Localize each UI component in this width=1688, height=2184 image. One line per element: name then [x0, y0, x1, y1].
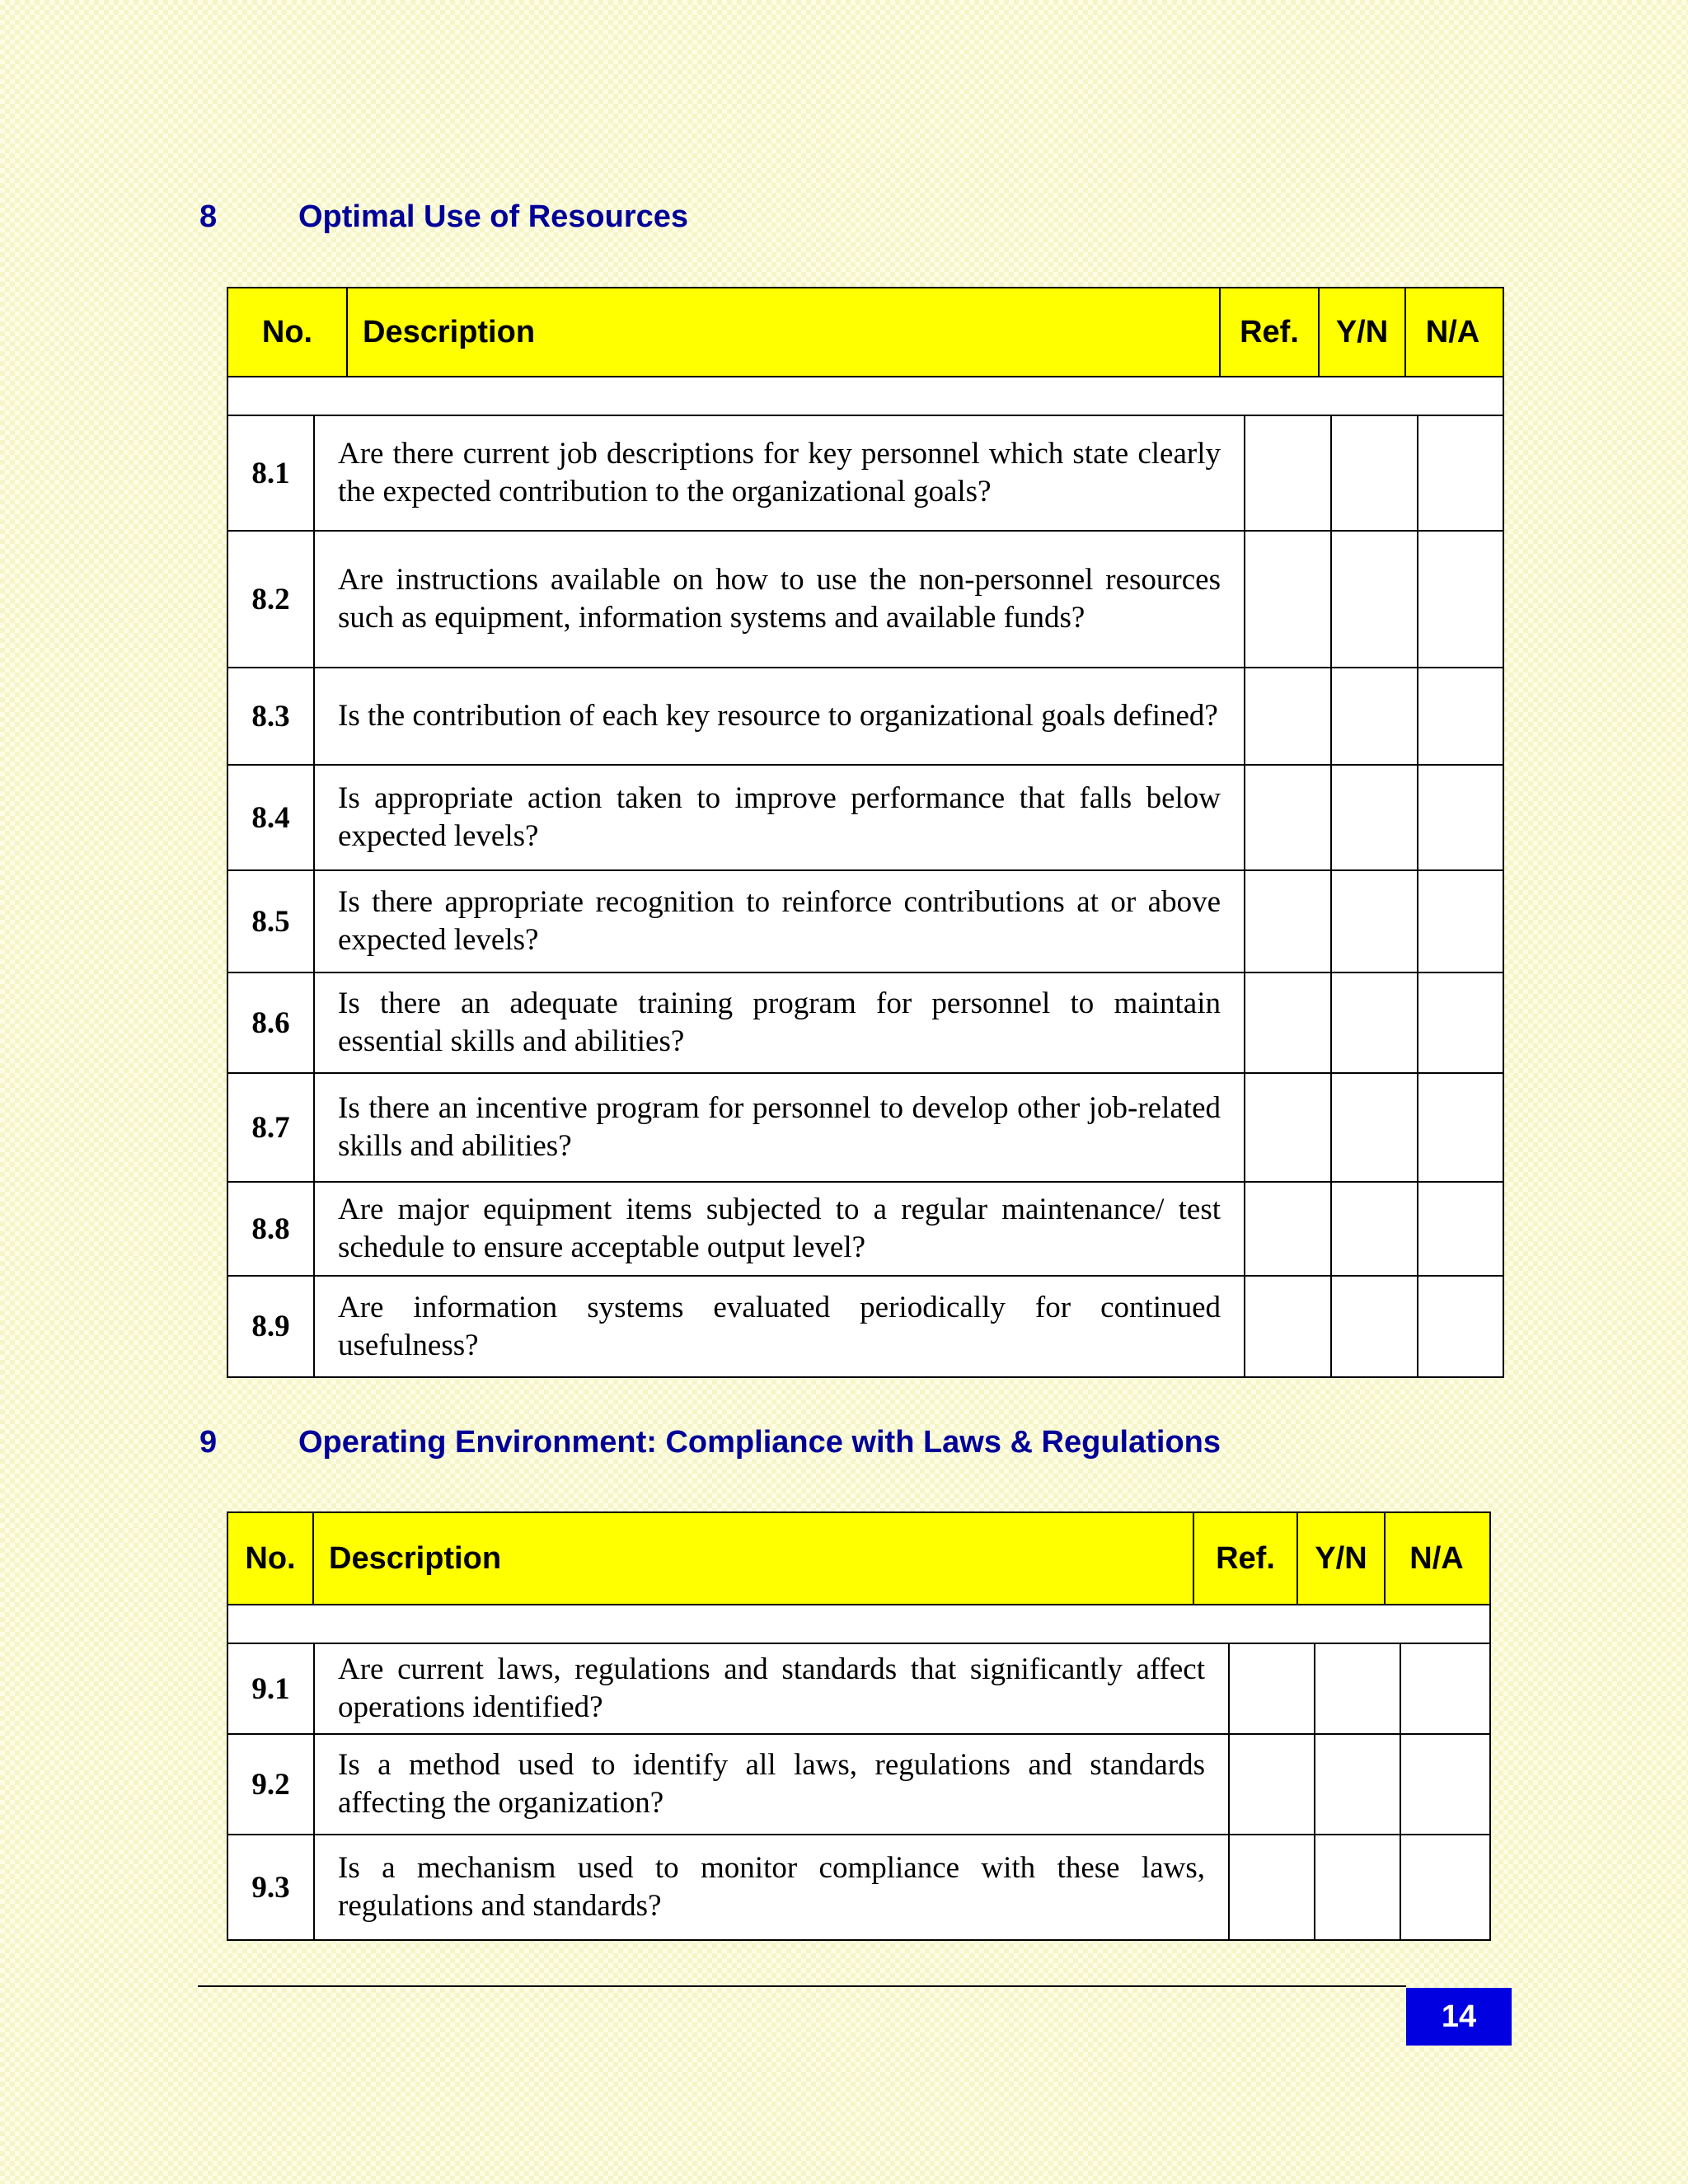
row-number: 8.9 — [228, 1277, 315, 1376]
table-body — [228, 416, 1503, 1376]
row-description: Is appropriate action taken to improve performance that falls below expected levels? — [338, 781, 1221, 853]
table-row — [228, 668, 1503, 766]
table-row — [228, 973, 1503, 1074]
na-cell[interactable] — [1418, 973, 1503, 1072]
table-header — [228, 1513, 1489, 1605]
ref-cell[interactable] — [1245, 1277, 1332, 1376]
header-na: N/A — [1409, 1540, 1464, 1576]
section-heading — [199, 199, 688, 235]
row-description-cell — [315, 871, 1245, 972]
section-title: Operating Environment: Compliance with Laws & Regulations — [298, 1425, 1221, 1460]
header-description: Description — [348, 288, 1221, 376]
yn-cell[interactable] — [1332, 973, 1418, 1072]
header-ref: Ref. — [1194, 1513, 1298, 1604]
header-no: No. — [228, 1513, 314, 1604]
footer-divider — [198, 1985, 1406, 1987]
yn-cell[interactable] — [1315, 1735, 1401, 1834]
table-body — [228, 1644, 1489, 1939]
row-description: Is a mechanism used to monitor compliance with these laws, regulations and standards? — [338, 1851, 1205, 1923]
row-description: Are instructions available on how to use the non-personnel resources such as equipment, information systems and available funds? — [338, 563, 1221, 635]
row-number: 8.7 — [228, 1074, 315, 1181]
row-description-cell — [315, 973, 1245, 1072]
row-description: Are major equipment items subjected to a regular maintenance/ test schedule to ensure acceptable output level? — [338, 1193, 1221, 1264]
row-description-cell — [315, 416, 1245, 530]
na-cell[interactable] — [1418, 766, 1503, 869]
row-description: Are information systems evaluated periodically for continued usefulness? — [338, 1290, 1221, 1362]
row-number: 8.2 — [228, 532, 315, 667]
ref-cell[interactable] — [1230, 1835, 1315, 1939]
row-description-cell — [315, 668, 1245, 764]
table-row — [228, 1735, 1489, 1835]
yn-cell[interactable] — [1332, 1277, 1418, 1376]
yn-cell[interactable] — [1332, 766, 1418, 869]
checklist-table — [227, 287, 1504, 1378]
row-description: Is there an incentive program for personnel to develop other job-related skills and abilities? — [338, 1091, 1221, 1163]
ref-cell[interactable] — [1245, 766, 1332, 869]
na-cell[interactable] — [1418, 1277, 1503, 1376]
row-description-cell — [315, 532, 1245, 667]
yn-cell[interactable] — [1332, 1074, 1418, 1181]
table-row — [228, 532, 1503, 668]
header-no: No. — [228, 288, 348, 376]
row-number: 9.3 — [228, 1835, 315, 1939]
table-spacer-row — [228, 1605, 1489, 1644]
header-ref: Ref. — [1221, 288, 1320, 376]
table-header — [228, 288, 1503, 377]
ref-cell[interactable] — [1245, 416, 1332, 530]
header-yn: Y/N — [1320, 288, 1406, 376]
header-na: N/A — [1425, 314, 1480, 349]
yn-cell[interactable] — [1332, 871, 1418, 972]
yn-cell[interactable] — [1332, 532, 1418, 667]
section-title: Optimal Use of Resources — [298, 199, 689, 234]
row-description: Is the contribution of each key resource to organizational goals defined? — [338, 699, 1218, 733]
yn-cell[interactable] — [1332, 668, 1418, 764]
row-number: 8.3 — [228, 668, 315, 764]
na-cell[interactable] — [1401, 1644, 1486, 1733]
table-row — [228, 1644, 1489, 1735]
ref-cell[interactable] — [1245, 871, 1332, 972]
table-spacer-row — [228, 377, 1503, 416]
row-description: Is there appropriate recognition to reinforce contributions at or above expected levels? — [338, 885, 1221, 957]
row-description-cell — [315, 1835, 1230, 1939]
row-number: 8.1 — [228, 416, 315, 530]
yn-cell[interactable] — [1332, 416, 1418, 530]
row-number: 8.8 — [228, 1183, 315, 1275]
na-cell[interactable] — [1401, 1835, 1486, 1939]
table-row — [228, 871, 1503, 973]
section-heading — [199, 1425, 1221, 1460]
na-cell[interactable] — [1401, 1735, 1486, 1834]
ref-cell[interactable] — [1245, 668, 1332, 764]
section-number: 8 — [199, 199, 218, 234]
row-number: 9.1 — [228, 1644, 315, 1733]
checklist-table — [227, 1511, 1491, 1941]
header-yn: Y/N — [1298, 1513, 1386, 1604]
ref-cell[interactable] — [1245, 973, 1332, 1072]
row-description-cell — [315, 1735, 1230, 1834]
table-row — [228, 1277, 1503, 1376]
ref-cell[interactable] — [1245, 1074, 1332, 1181]
page-number: 14 — [1406, 1988, 1512, 2046]
row-description-cell — [315, 1644, 1230, 1733]
yn-cell[interactable] — [1332, 1183, 1418, 1275]
table-row — [228, 1183, 1503, 1277]
table-row — [228, 766, 1503, 871]
row-description-cell — [315, 766, 1245, 869]
row-number: 9.2 — [228, 1735, 315, 1834]
yn-cell[interactable] — [1315, 1835, 1401, 1939]
row-description-cell — [315, 1183, 1245, 1275]
row-description: Are there current job descriptions for key personnel which state clearly the expected contribution to the organizational goals? — [338, 437, 1221, 509]
table-row — [228, 1835, 1489, 1939]
table-row — [228, 1074, 1503, 1183]
row-number: 8.4 — [228, 766, 315, 869]
row-description-cell — [315, 1277, 1245, 1376]
yn-cell[interactable] — [1315, 1644, 1401, 1733]
row-number: 8.6 — [228, 973, 315, 1072]
table-row — [228, 416, 1503, 532]
na-cell[interactable] — [1418, 1074, 1503, 1181]
row-description-cell — [315, 1074, 1245, 1181]
section-number: 9 — [199, 1425, 218, 1460]
na-cell[interactable] — [1418, 668, 1503, 764]
na-cell[interactable] — [1418, 416, 1503, 530]
ref-cell[interactable] — [1230, 1644, 1315, 1733]
na-cell[interactable] — [1418, 532, 1503, 667]
ref-cell[interactable] — [1245, 532, 1332, 667]
header-description: Description — [314, 1513, 1194, 1604]
ref-cell[interactable] — [1245, 1183, 1332, 1275]
ref-cell[interactable] — [1230, 1735, 1315, 1834]
row-description: Are current laws, regulations and standards that significantly affect operations identified? — [338, 1652, 1205, 1724]
na-cell[interactable] — [1418, 871, 1503, 972]
row-description: Is there an adequate training program for personnel to maintain essential skills and abilities? — [338, 987, 1221, 1058]
row-description: Is a method used to identify all laws, regulations and standards affecting the organization? — [338, 1748, 1205, 1820]
na-cell[interactable] — [1418, 1183, 1503, 1275]
row-number: 8.5 — [228, 871, 315, 972]
